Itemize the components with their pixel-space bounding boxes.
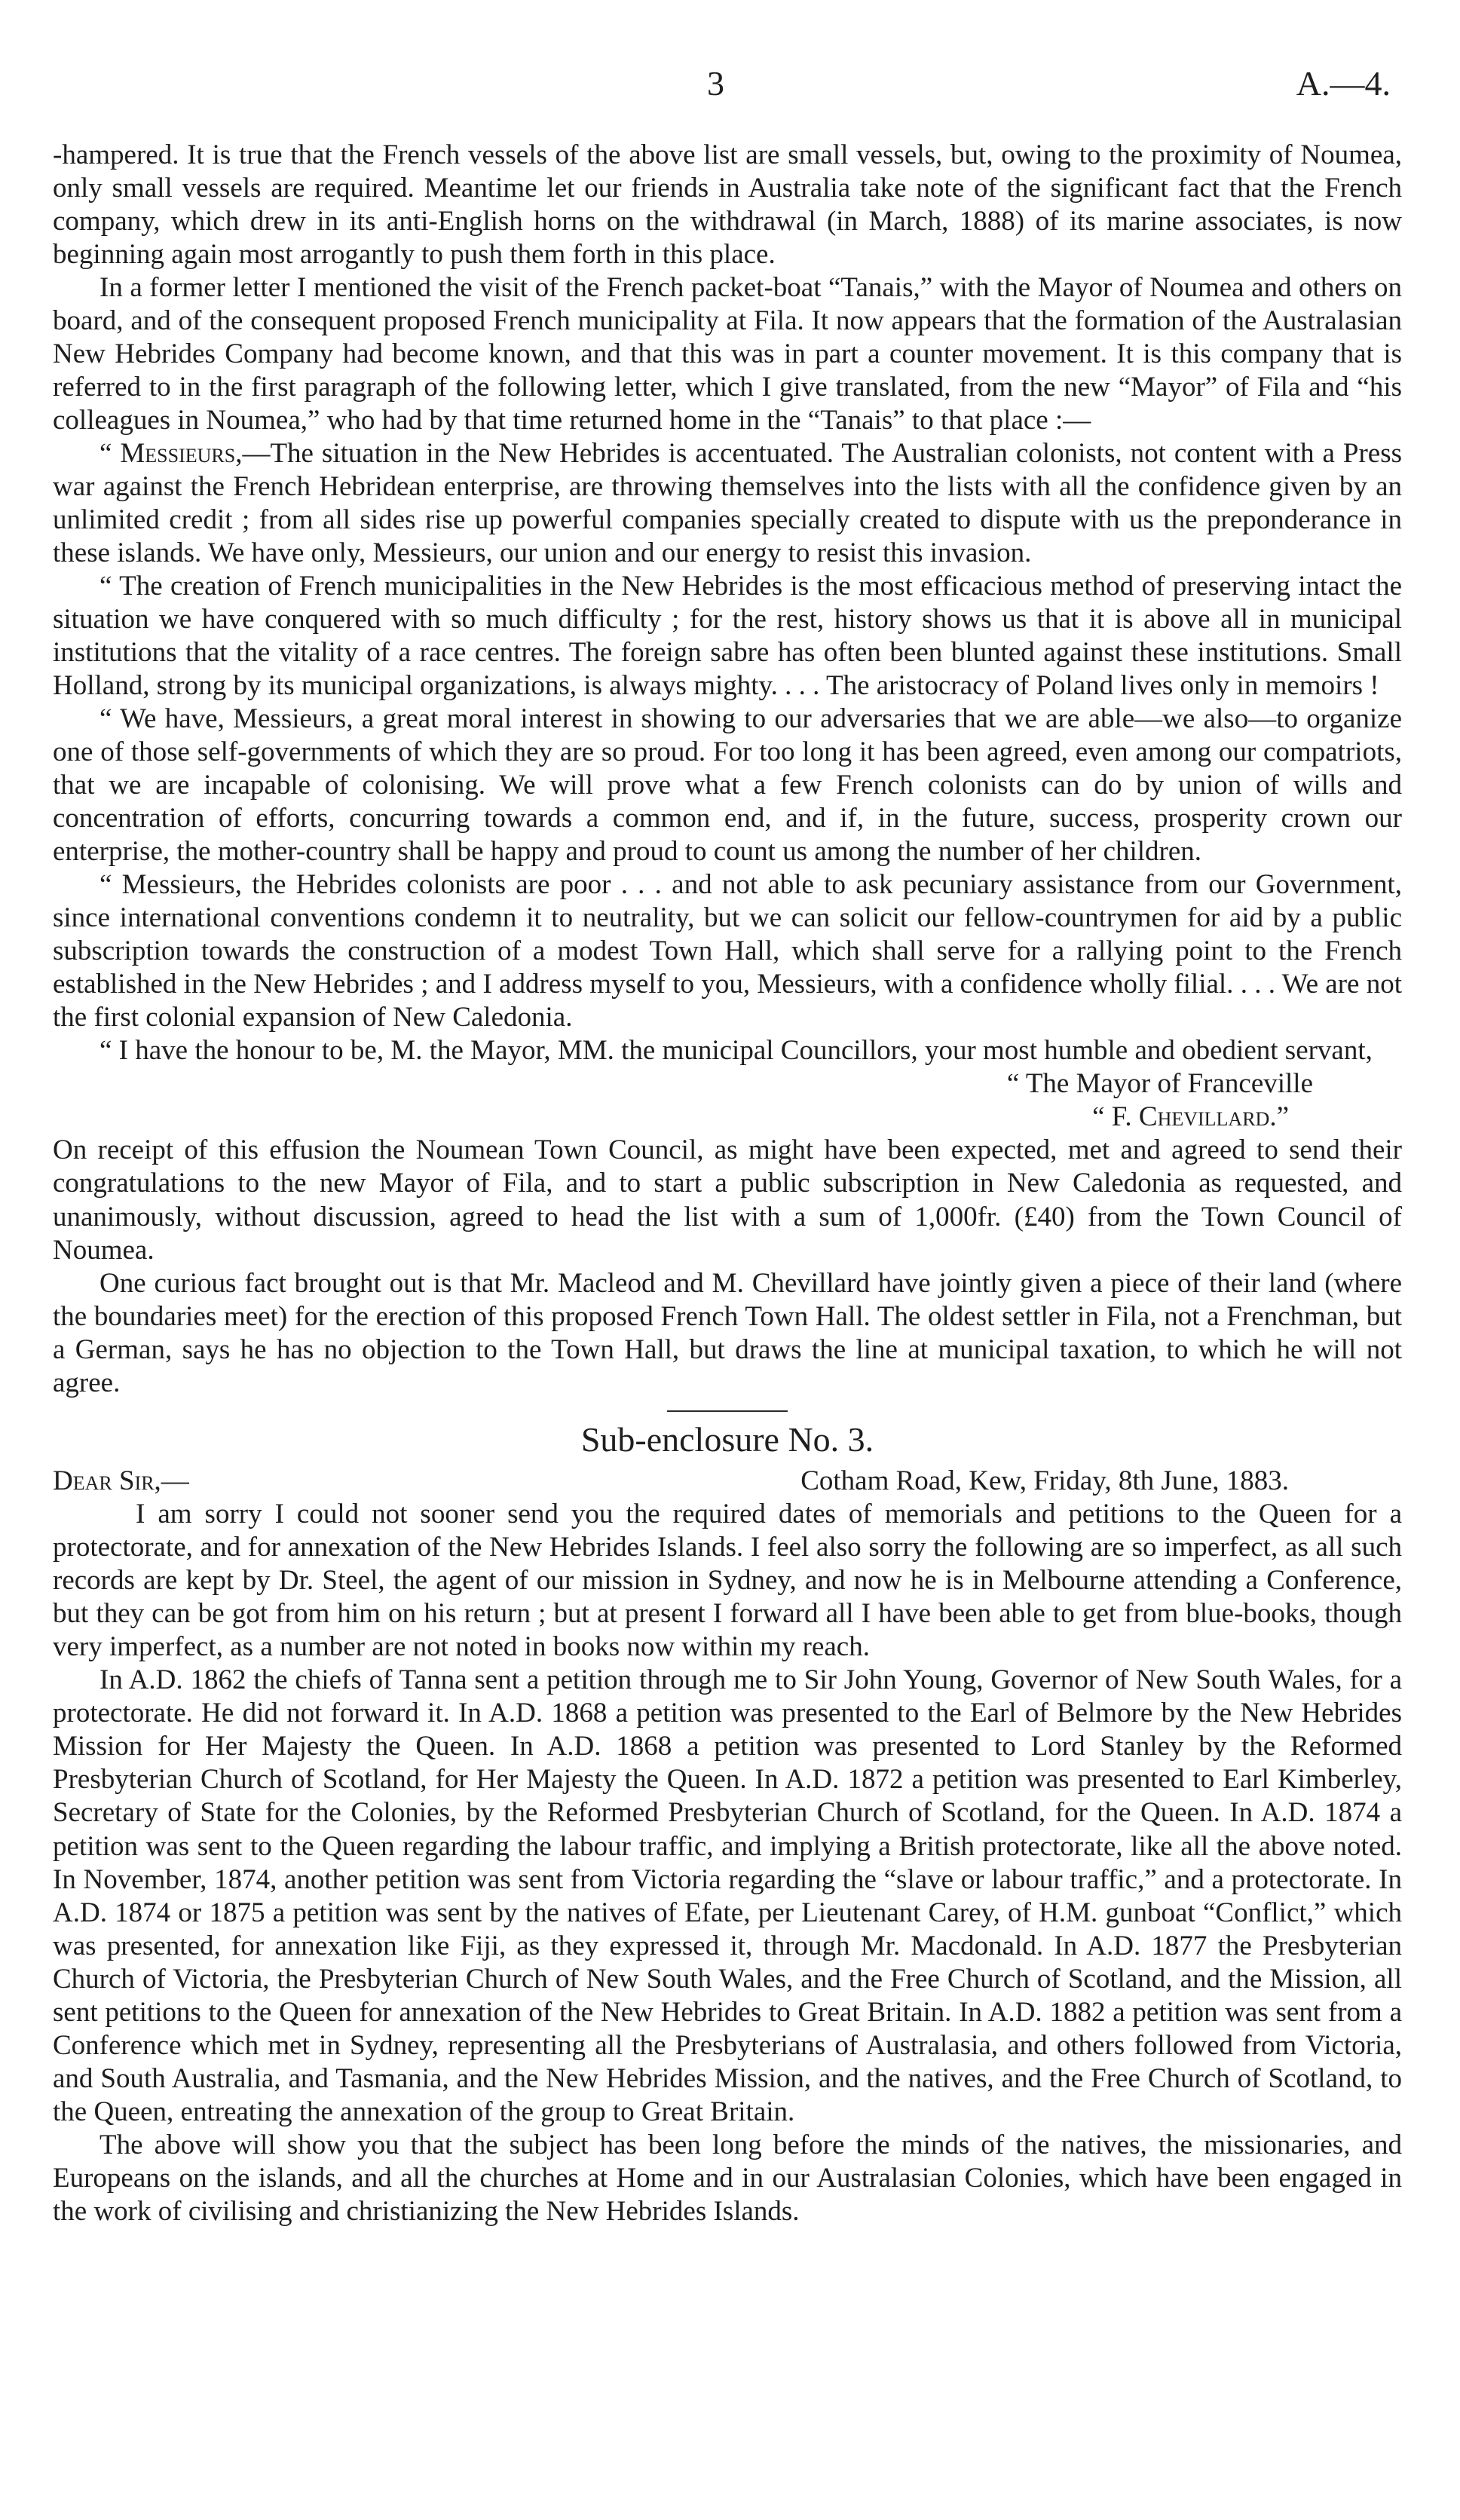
- page-number: 3: [707, 64, 724, 103]
- letter-salutation: “ Messieurs,: [99, 438, 243, 470]
- paragraph: In A.D. 1862 the chiefs of Tanna sent a petition through me to Sir John Young, Governor of New South Wales, for a protectorate. He did not forward it. In A.D. 1868 a petition was presented to the Earl of Belmore by the New Hebrides Mission for Her Majesty the Queen. In A.D. 1868 a petition was presented to Lord Stanley by the Reformed Presbyterian Church of Scotland, for Her Majesty the Queen. In A.D. 1872 a petition was presented to Earl Kimberley, Secretary of State for the Colonies, by the Reformed Presbyterian Church of Scotland, for the Queen. In A.D. 1874 a petition was sent to the Queen regarding the labour traffic, and implying a British protectorate, like all the above noted. In November, 1874, another petition was sent from Victoria regarding the “slave or labour traffic,” and a protectorate. In A.D. 1874 or 1875 a petition was sent by the natives of Efate, per Lieutenant Carey, of H.M. gunboat “Conflict,” which was presented, for annexation like Fiji, as they expressed it, through Mr. Macdonald. In A.D. 1877 the Presbyterian Church of Victoria, the Presbyterian Church of New South Wales, and the Free Church of Scotland, and the Mission, all sent petitions to the Queen for annexation of the New Hebrides to Great Britain. In A.D. 1882 a petition was sent from a Conference which met in Sydney, representing all the Presbyterians of Australasia, and others followed from Victoria, and South Australia, and Tasmania, and the New Hebrides Mission, and the natives, and the Free Church of Scotland, to the Queen, entreating the annexation of the group to Great Britain.: [53, 1664, 1402, 2127]
- letter-closing: “ I have the honour to be, M. the Mayor, MM. the municipal Councillors, your most humble and obedient servant,: [99, 1035, 1373, 1067]
- body-text: [53, 139, 1402, 2228]
- paragraph: In a former letter I mentioned the visit of the French packet-boat “Tanais,” with the Mayor of Noumea and others on board, and of the consequent proposed French municipality at Fila. It now appears that the formation of the Australasian New Hebrides Company had become known, and that this was in part a counter movement. It is this company that is referred to in the first paragraph of the following letter, which I give translated, from the new “Mayor” of Fila and “his colleagues in Noumea,” who had by that time returned home in the “Tanais” to that place :—: [53, 272, 1402, 436]
- letter-paragraph: [53, 437, 1402, 570]
- paragraph: On receipt of this effusion the Noumean Town Council, as might have been expected, met and agreed to send their congratulations to the new Mayor of Fila, and to start a public subscription in New Caledonia as requested, and unanimously, without discussion, agreed to head the list with a sum of 1,000fr. (£40) from the Town Council of Noumea.: [53, 1134, 1402, 1266]
- paragraph: The above will show you that the subject has been long before the minds of the natives, the missionaries, and Europeans on the islands, and all the churches at Home and in our Australasian Colonies, which have been engaged in the work of civilising and christianizing the New Hebrides Islands.: [53, 2129, 1402, 2227]
- dateline: Cotham Road, Kew, Friday, 8th June, 1883.: [800, 1465, 1289, 1497]
- signature-name: “ F. Chevillard.”: [1092, 1101, 1289, 1133]
- letter-paragraph: “ We have, Messieurs, a great moral interest in showing to our adversaries that we are able—we also—to organize one of those self-governments of which they are so proud. For too long it has been agreed, even among our compatriots, that we are incapable of colonising. We will prove what a few French colonists can do by union of wills and concentration of efforts, concurring towards a common end, and if, in the future, success, prosperity crown our enterprise, the mother-country shall be happy and proud to count us among the number of her children.: [53, 703, 1402, 868]
- signature-title: “ The Mayor of Franceville: [1006, 1068, 1313, 1100]
- document-reference: A.—4.: [1296, 64, 1391, 103]
- page-header: [0, 63, 1460, 116]
- section-divider: [667, 1410, 788, 1412]
- paragraph: One curious fact brought out is that Mr. Macleod and M. Chevillard have jointly given a piece of their land (where the boundaries meet) for the erection of this proposed French Town Hall. The oldest settler in Fila, not a Frenchman, but a German, says he has no objection to the Town Hall, but draws the line at municipal taxation, to which he will not agree.: [53, 1267, 1402, 1398]
- letter-header: [53, 1465, 1402, 1498]
- salutation: Dear Sir,—: [53, 1465, 189, 1497]
- letter-text: —The situation in the New Hebrides is accentuated. The Australian colonists, not content with a Press war against the French Hebridean enterprise, are throwing themselves into the lists with all the confidence given by an unlimited credit ; from all sides rise up powerful companies specially created to dispute with us the preponderance in these islands. We have only, Messieurs, our union and our energy to resist this invasion.: [53, 438, 1402, 569]
- paragraph: -hampered. It is true that the French vessels of the above list are small vessels, but, owing to the proximity of Noumea, only small vessels are required. Meantime let our friends in Australia take note of the significant fact that the French company, which drew in its anti-English horns on the withdrawal (in March, 1888) of its marine associates, is now beginning again most arrogantly to push them forth in this place.: [53, 139, 1402, 271]
- paragraph: I am sorry I could not sooner send you the required dates of memorials and petitions to the Queen for a protectorate, and for annexation of the New Hebrides Islands. I feel also sorry the following are so imperfect, as all such records are kept by Dr. Steel, the agent of our mission in Sydney, and now he is in Melbourne attending a Conference, but they can be got from him on his return ; but at present I forward all I have been able to get from blue-books, though very imperfect, as a number are not noted in books now within my reach.: [53, 1499, 1402, 1663]
- subenclosure-heading: Sub-enclosure No. 3.: [580, 1419, 874, 1459]
- letter-paragraph: “ Messieurs, the Hebrides colonists are poor . . . and not able to ask pecuniary assistance from our Government, since international conventions condemn it to neutrality, but we can solicit our fellow-countrymen for aid by a public subscription towards the construction of a modest Town Hall, which shall serve for a rallying point to the French established in the New Hebrides ; and I address myself to you, Messieurs, with a confidence wholly filial. . . . We are not the first colonial expansion of New Caledonia.: [53, 869, 1402, 1033]
- letter-paragraph: “ The creation of French municipalities in the New Hebrides is the most efficacious method of preserving intact the situation we have conquered with so much difficulty ; for the rest, history shows us that it is above all in municipal institutions that the vitality of a race centres. The foreign sabre has often been blunted against these institutions. Small Holland, strong by its municipal organizations, is always mighty. . . . The aristocracy of Poland lives only in memoirs !: [53, 571, 1402, 702]
